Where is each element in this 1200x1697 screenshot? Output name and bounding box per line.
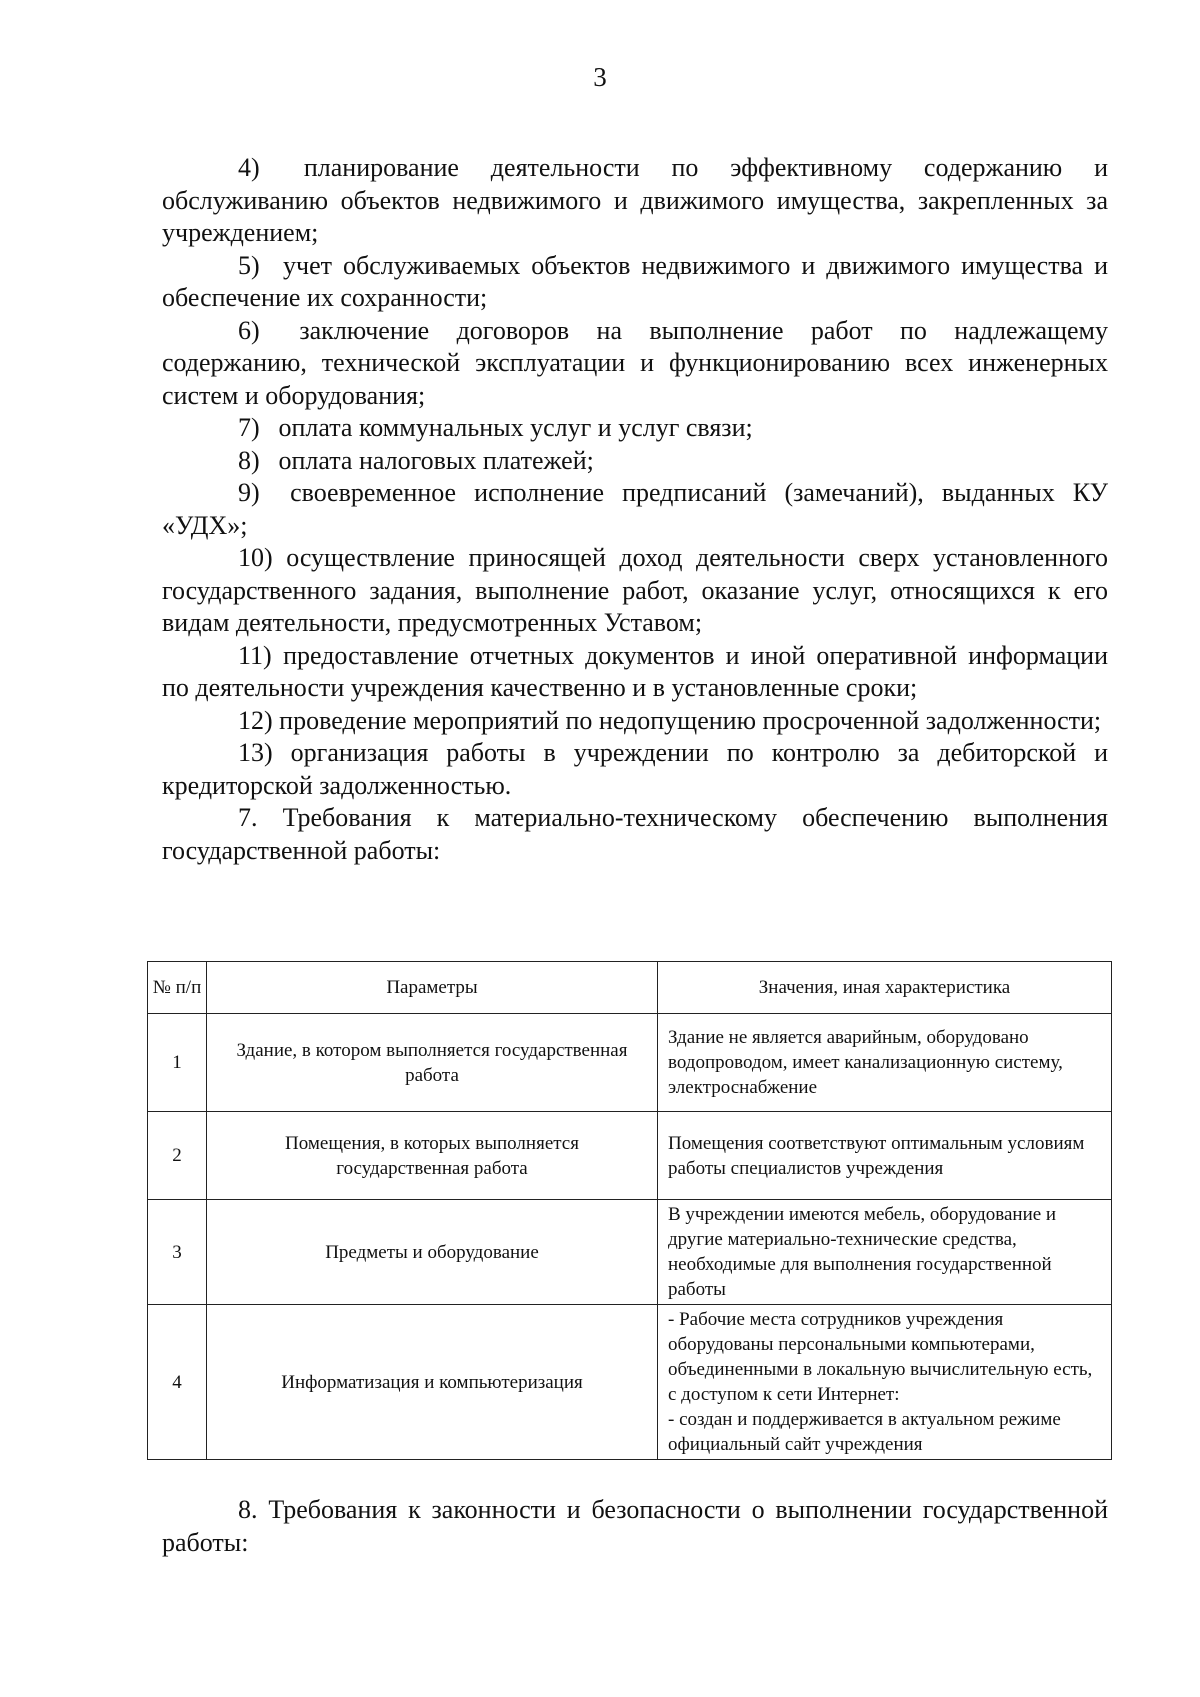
row-param: Здание, в котором выполняется государственная работа [207, 1014, 658, 1112]
row-num: 1 [148, 1014, 207, 1112]
requirements-table-wrap [147, 961, 1112, 1460]
section-number: 7. [238, 803, 258, 832]
item-number: 7) [238, 413, 260, 442]
item-number: 4) [238, 153, 260, 182]
item-text: заключение договоров на выполнение работ по надлежащему содержанию, технической эксплуатации и функционированию всех инженерных систем и оборудования; [162, 315, 1108, 410]
value-line: - Рабочие места сотрудников учреждения оборудованы персональными компьютерами, объединенными в локальную вычислительную есть, с доступом к сети Интернет: [668, 1309, 1093, 1405]
row-param: Помещения, в которых выполняется государственная работа [207, 1112, 658, 1200]
item-number: 13) [238, 738, 273, 767]
row-value [658, 1305, 1112, 1460]
row-value [658, 1112, 1112, 1200]
value-line: Помещения соответствуют оптимальным условиям работы специалистов учреждения [668, 1132, 1085, 1179]
item-number: 5) [238, 250, 260, 280]
item-text: оплата коммунальных услуг и услуг связи; [278, 413, 753, 442]
row-num: 2 [148, 1112, 207, 1200]
list-item [162, 705, 1108, 738]
row-value [658, 1014, 1112, 1112]
row-value [658, 1200, 1112, 1305]
item-text: предоставление отчетных документов и иной оперативной информации по деятельности учреждения качественно и в установленные сроки; [162, 640, 1109, 702]
row-param: Предметы и оборудование [207, 1200, 658, 1305]
list-item [162, 315, 1108, 413]
item-number: 8) [238, 445, 260, 475]
header-num: № п/п [148, 962, 207, 1014]
list-item [162, 477, 1108, 542]
table-row [148, 1112, 1112, 1200]
item-number: 12) [238, 705, 273, 735]
requirements-table [147, 961, 1112, 1460]
item-number: 10) [238, 543, 273, 572]
item-text: осуществление приносящей доход деятельности сверх установленного государственного задания, выполнение работ, оказание услуг, относящихся к его видам деятельности, предусмотренных Уставом; [162, 543, 1109, 637]
item-text: организация работы в учреждении по контролю за дебиторской и кредиторской задолженностью. [162, 738, 1108, 800]
body-text [162, 152, 1108, 867]
table-row [148, 1014, 1112, 1112]
list-item [162, 445, 1108, 478]
page-number: 3 [593, 62, 607, 92]
section-number: 8. [238, 1495, 258, 1524]
list-item [162, 152, 1108, 250]
section-heading [162, 802, 1108, 867]
item-text: учет обслуживаемых объектов недвижимого и движимого имущества и обеспечение их сохранности; [162, 250, 1108, 312]
item-text: своевременное исполнение предписаний (замечаний), выданных КУ «УДХ»; [162, 478, 1109, 540]
row-param: Информатизация и компьютеризация [207, 1305, 658, 1460]
section-text: Требования к материально-техническому обеспечению выполнения государственной работы: [162, 803, 1109, 865]
table-row [148, 1305, 1112, 1460]
section-heading [162, 1494, 1108, 1559]
section-text: Требования к законности и безопасности о выполнении государственной работы: [162, 1495, 1108, 1557]
header-value: Значения, иная характеристика [658, 962, 1112, 1014]
list-item [162, 412, 1108, 445]
item-number: 11) [238, 640, 272, 670]
list-item [162, 737, 1108, 802]
table-row [148, 1200, 1112, 1305]
item-number: 6) [238, 315, 260, 345]
value-line: Здание не является аварийным, оборудовано водопроводом, имеет канализационную систему, электроснабжение [668, 1027, 1063, 1098]
header-param: Параметры [207, 962, 658, 1014]
value-line: - создан и поддерживается в актуальном режиме официальный сайт учреждения [668, 1409, 1061, 1455]
row-num: 3 [148, 1200, 207, 1305]
table-header-row [148, 962, 1112, 1014]
item-text: оплата налоговых платежей; [278, 445, 594, 475]
footer-text [162, 1494, 1108, 1559]
item-text: проведение мероприятий по недопущению просроченной задолженности; [279, 705, 1102, 735]
item-text: планирование деятельности по эффективному содержанию и обслуживанию объектов недвижимого и движимого имущества, закрепленных за учреждением; [162, 153, 1109, 247]
item-number: 9) [238, 478, 260, 507]
value-line: В учреждении имеются мебель, оборудование и другие материально-технические средства, необходимые для выполнения государственной работы [668, 1204, 1057, 1300]
list-item [162, 542, 1108, 640]
row-num: 4 [148, 1305, 207, 1460]
list-item [162, 640, 1108, 705]
list-item [162, 250, 1108, 315]
